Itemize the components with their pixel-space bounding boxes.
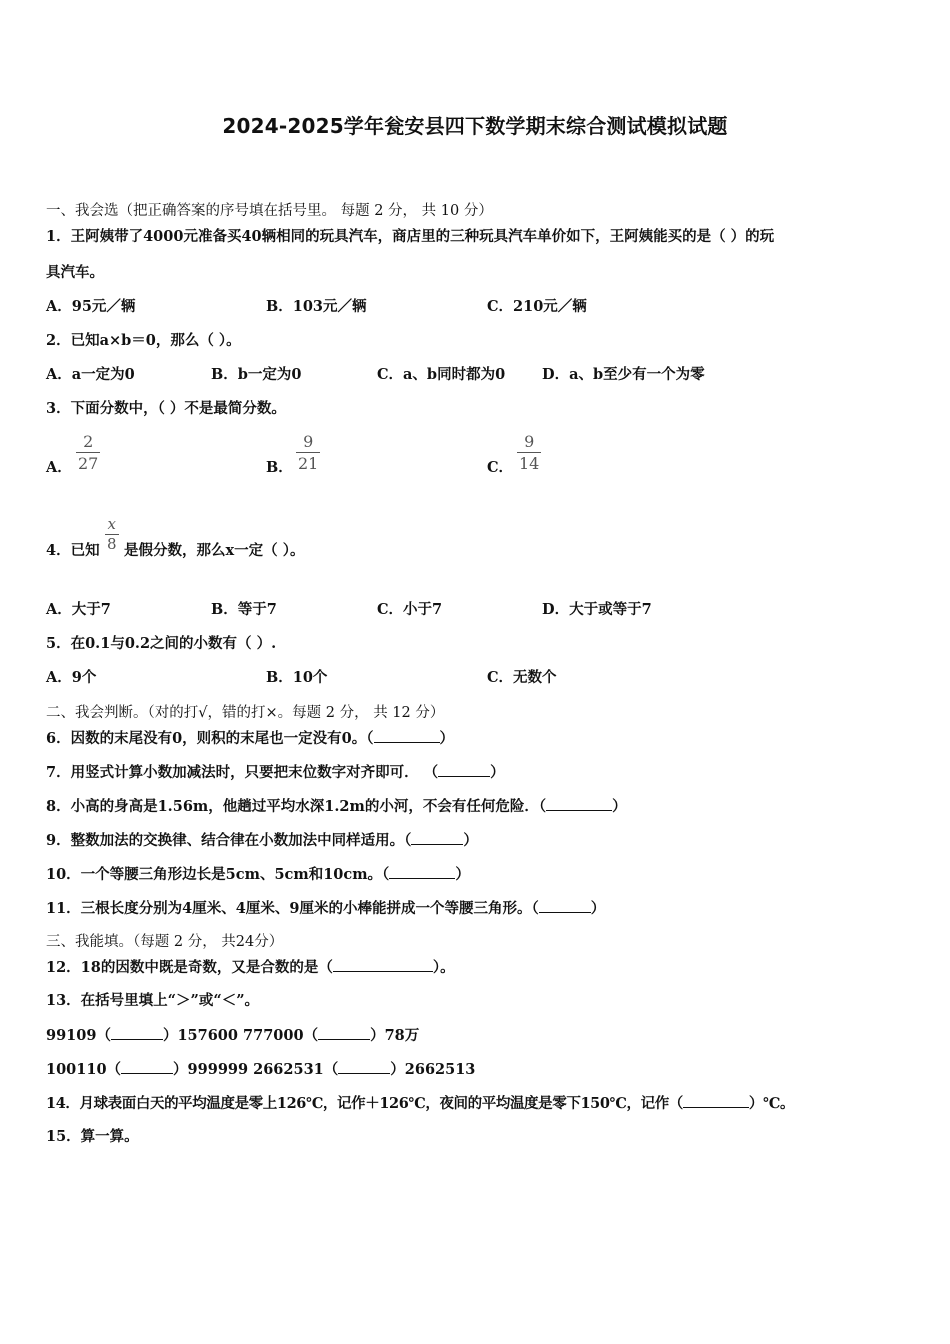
answer-blank[interactable] — [546, 796, 612, 811]
page-title: 2024-2025学年瓮安县四下数学期末综合测试模拟试题 — [222, 114, 728, 138]
q13-row1-part-c: ）78万 — [370, 1027, 420, 1044]
q3-fraction-b-denominator: 21 — [298, 454, 319, 473]
question-7-text: 7．用竖式计算小数加减法时，只要把末位数字对齐即可． （ — [46, 764, 439, 781]
q13-row2-part-c: ）2662513 — [390, 1061, 476, 1078]
answer-blank[interactable] — [333, 957, 433, 972]
q1-option-b[interactable]: B．103元／辆 — [266, 298, 367, 315]
closing-paren: ） — [463, 832, 478, 849]
question-10-text: 10．一个等腰三角形边长是5cm、5cm和10cm。（ — [46, 866, 390, 883]
q3-option-b[interactable]: B． — [266, 459, 293, 476]
q3-fraction-a — [76, 432, 100, 473]
question-12-text: 12．18的因数中既是奇数，又是合数的是（ — [46, 959, 333, 976]
question-4-suffix: 是假分数，那么x一定（ ）。 — [124, 542, 305, 559]
answer-blank[interactable] — [338, 1059, 390, 1074]
q4-option-a[interactable]: A．大于7 — [46, 601, 111, 618]
q5-option-b[interactable]: B．10个 — [266, 669, 328, 686]
q2-option-d[interactable]: D．a、b至少有一个为零 — [542, 366, 705, 383]
question-13-row-1 — [46, 1025, 419, 1046]
question-11 — [46, 898, 605, 919]
answer-blank[interactable] — [411, 830, 463, 845]
q13-row2-part-a: 100110（ — [46, 1061, 122, 1078]
answer-blank[interactable] — [111, 1025, 163, 1040]
question-5-stem: 5．在0.1与0.2之间的小数有（ ）. — [46, 635, 277, 652]
q3-fraction-a-denominator: 27 — [78, 454, 99, 473]
question-8-text: 8．小高的身高是1.56m，他趟过平均水深1.2m的小河，不会有任何危险．（ — [46, 798, 547, 815]
question-10 — [46, 864, 470, 885]
q5-option-a[interactable]: A．9个 — [46, 669, 97, 686]
q4-option-c[interactable]: C．小于7 — [377, 601, 443, 618]
q13-row1-part-b: ）157600 777000（ — [162, 1027, 319, 1044]
q3-fraction-b — [296, 432, 320, 473]
question-13-stem: 13．在括号里填上“＞”或“＜”。 — [46, 992, 260, 1009]
section-2-heading: 二、我会判断。（对的打√，错的打×。每题 2 分， 共 12 分） — [46, 705, 445, 721]
q1-option-a[interactable]: A．95元／辆 — [46, 298, 136, 315]
question-9-text: 9．整数加法的交换律、结合律在小数加法中同样适用。（ — [46, 832, 412, 849]
question-13-row-2 — [46, 1059, 475, 1080]
q4-fraction-numerator: x — [107, 515, 116, 533]
q4-fraction — [105, 516, 119, 553]
question-7 — [46, 762, 505, 783]
answer-blank[interactable] — [374, 728, 440, 743]
closing-paren: ） — [490, 764, 505, 781]
question-8 — [46, 796, 627, 817]
closing-paren: ） — [455, 866, 470, 883]
question-1-stem: 1．王阿姨带了4000元准备买40辆相同的玩具汽车，商店里的三种玩具汽车单价如下，王阿姨能买的是（ ）的玩 — [46, 228, 775, 245]
q2-option-a[interactable]: A．a一定为0 — [46, 366, 135, 383]
answer-blank[interactable] — [121, 1059, 173, 1074]
question-12-end: ）。 — [432, 959, 455, 976]
q4-option-d[interactable]: D．大于或等于7 — [542, 601, 652, 618]
question-11-text: 11．三根长度分别为4厘米、4厘米、9厘米的小棒能拼成一个等腰三角形。（ — [46, 900, 539, 917]
answer-blank[interactable] — [389, 864, 455, 879]
question-14-end: ）℃。 — [748, 1095, 795, 1112]
answer-blank[interactable] — [539, 898, 591, 913]
question-14 — [46, 1093, 794, 1114]
question-12 — [46, 957, 455, 978]
q4-option-b[interactable]: B．等于7 — [211, 601, 277, 618]
question-4-prefix: 4．已知 — [46, 542, 100, 559]
answer-blank[interactable] — [438, 762, 490, 777]
closing-paren: ） — [612, 798, 627, 815]
q1-option-c[interactable]: C．210元／辆 — [487, 298, 587, 315]
q2-option-c[interactable]: C．a、b同时都为0 — [377, 366, 506, 383]
q13-row2-part-b: ）999999 2662531（ — [173, 1061, 339, 1078]
question-1-stem-cont: 具汽车。 — [46, 264, 104, 281]
q5-option-c[interactable]: C．无数个 — [487, 669, 557, 686]
question-9 — [46, 830, 478, 851]
q3-fraction-c — [517, 432, 541, 473]
q4-fraction-denominator: 8 — [107, 535, 117, 553]
question-2-stem: 2．已知a×b＝0，那么（ ）。 — [46, 332, 241, 349]
q2-option-b[interactable]: B．b一定为0 — [211, 366, 302, 383]
section-3-heading: 三、我能填。（每题 2 分， 共24分） — [46, 934, 284, 950]
closing-paren: ） — [439, 730, 455, 747]
q3-fraction-c-denominator: 14 — [519, 454, 540, 473]
q3-fraction-c-numerator: 9 — [524, 432, 535, 451]
question-6-text: 6．因数的末尾没有0，则积的末尾也一定没有0。（ — [46, 730, 374, 747]
section-1-heading: 一、我会选（把正确答案的序号填在括号里。 每题 2 分， 共 10 分） — [46, 203, 493, 219]
question-15: 15．算一算。 — [46, 1128, 139, 1145]
answer-blank[interactable] — [318, 1025, 370, 1040]
question-14-text: 14．月球表面白天的平均温度是零上126℃，记作＋126℃，夜间的平均温度是零下150℃，记作（ — [46, 1095, 683, 1112]
q3-option-a[interactable]: A． — [46, 459, 72, 476]
closing-paren: ） — [590, 900, 606, 917]
answer-blank[interactable] — [683, 1093, 749, 1108]
q3-fraction-b-numerator: 9 — [303, 432, 314, 451]
question-6 — [46, 728, 454, 749]
q3-fraction-a-numerator: 2 — [83, 432, 94, 451]
q13-row1-part-a: 99109（ — [46, 1027, 111, 1044]
q3-option-c[interactable]: C． — [487, 459, 514, 476]
question-3-stem: 3．下面分数中，（ ）不是最简分数。 — [46, 400, 286, 417]
